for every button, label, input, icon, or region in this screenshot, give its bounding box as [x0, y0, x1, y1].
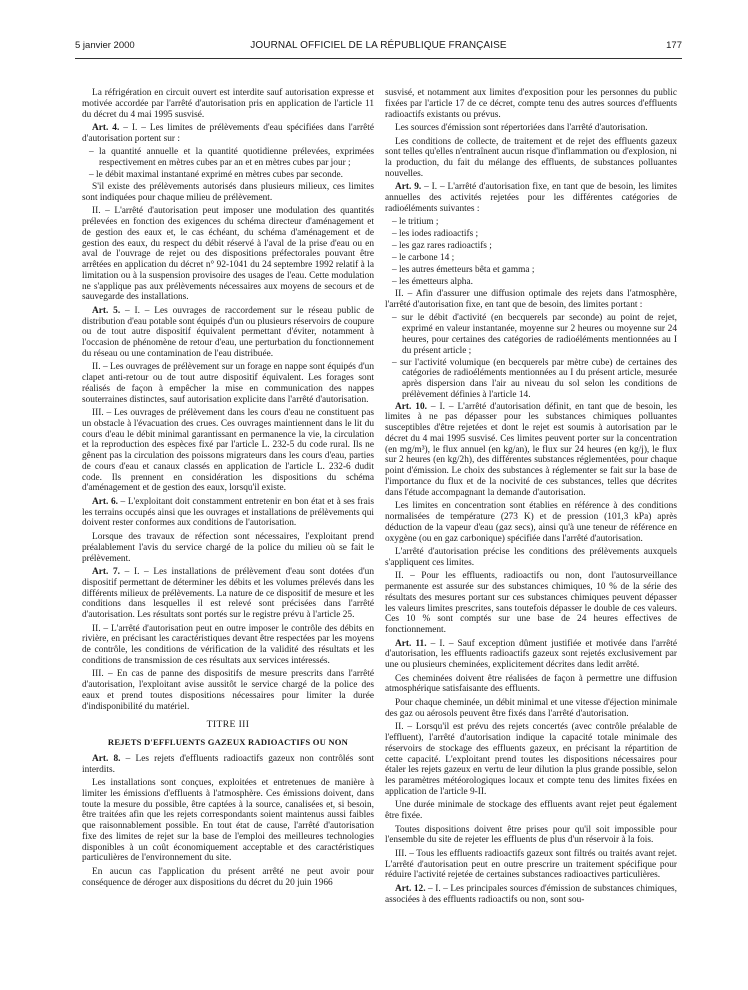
- article-text: – I. – Les installations de prélèvement d'eau sont dotées d'un dispositif permettant de déterminer les débits et les volumes prélevés dans les différents milieux de prélèvements. La nature de ce dispositif de mesure et les conditions dans lesquelles il est relevé sont précisées dans l'arrêté d'autorisation. Les résultats sont portés sur le registre prévu à l'article 25.: [82, 567, 374, 621]
- article-4: [82, 123, 374, 145]
- list-item: – sur le débit d'activité (en becquerels par seconde) au point de rejet, exprimé en valeur instantanée, moyenne sur 2 heures ou moyenne sur 24 heures, pour certaines des catégories de radioéléments mentionnées au I du présent article ;: [392, 313, 677, 356]
- list-item: – le débit maximal instantané exprimé en mètres cubes par seconde.: [89, 170, 344, 181]
- header-date: 5 janvier 2000: [75, 40, 135, 51]
- list-item: – les émetteurs alpha.: [392, 277, 473, 288]
- section-title: TITRE III: [206, 719, 250, 731]
- paragraph: En aucun cas l'application du présent arrêté ne peut avoir pour conséquence de déroger aux dispositions du décret du 20 juin 1966: [82, 866, 374, 888]
- paragraph: II. – L'arrêté d'autorisation peut en outre imposer le contrôle des débits en rivière, en précisant les caractéristiques devant être respectées par les moyens de contrôle, les conditions de vérification de la validité des résultats et les conditions de transmission de ces résultats aux services intéressés.: [82, 623, 374, 666]
- paragraph: III. – Tous les effluents radioactifs gazeux sont filtrés ou traités avant rejet. L'arrêté d'autorisation peut en outre prescrire un traitement spécifique pour réduire l'activité rejetée de certaines substances radioactives particulières.: [385, 848, 677, 881]
- article-12: [385, 884, 677, 906]
- article-label: Art. 9.: [395, 182, 422, 193]
- paragraph: Ces cheminées doivent être réalisées de façon à permettre une diffusion atmosphérique satisfaisante des effluents.: [385, 673, 677, 695]
- article-label: Art. 10.: [395, 401, 427, 412]
- paragraph: Les sources d'émission sont répertoriées dans l'arrêté d'autorisation.: [395, 123, 648, 134]
- article-7: [82, 567, 374, 621]
- paragraph: Les conditions de collecte, de traitement et de rejet des effluents gazeux sont telles qu'elles n'entraînent aucun risque d'inflammation ou d'explosion, ni la production, du fait du mélange des effluents, de substances polluantes nouvelles.: [385, 136, 677, 179]
- article-text: – I. – Les limites de prélèvements d'eau spécifiées dans l'arrêté d'autorisation portent sur :: [82, 123, 374, 144]
- paragraph: II. – Lorsqu'il est prévu des rejets concertés (avec contrôle préalable de l'effluent), l'arrêté d'autorisation indique la capacité totale minimale des réservoirs de stockage des effluents gazeux, en précisant la répartition de cette capacité. L'exploitant prend toutes les dispositions nécessaires pour étaler les rejets gazeux en vertu de leur dilution la plus grande possible, selon les paramètres météorologiques locaux et compte tenu des limites fixées en application de l'article 9-II.: [385, 722, 677, 797]
- header-page-number: 177: [666, 40, 682, 51]
- paragraph: S'il existe des prélèvements autorisés dans plusieurs milieux, ces limites sont indiquées pour chaque milieu de prélèvement.: [82, 181, 374, 203]
- article-10: [385, 402, 677, 499]
- article-label: Art. 6.: [92, 496, 118, 507]
- article-text: – I. – Les ouvrages de raccordement sur le réseau public de distribution d'eau potable sont équipés d'un ou plusieurs réservoirs de coupure ou de tout autre dispositif équivalent permettant d'éviter, notamment à l'occasion de phénomène de retour d'eau, une perturbation du fonctionnement du réseau ou une contamination de l'eau distribuée.: [82, 305, 374, 359]
- page-header: [75, 40, 682, 54]
- article-label: Art. 4.: [92, 123, 120, 134]
- header-journal-title: JOURNAL OFFICIEL DE LA RÉPUBLIQUE FRANÇAISE: [250, 40, 507, 51]
- paragraph: Les installations sont conçues, exploitées et entretenues de manière à limiter les émissions d'effluents à l'atmosphère. Ces émissions doivent, dans toute la mesure du possible, être captées à la source, canalisées et, si besoin, être traitées afin que les rejets correspondants soient maintenus aussi faibles que raisonnablement possible. En tout état de cause, l'arrêté d'autorisation fixe des limites de rejet sur la base de l'emploi des meilleures technologies disponibles à un coût économiquement acceptable et des caractéristiques particulières de l'environnement du site.: [82, 778, 374, 864]
- paragraph: II. – Pour les effluents, radioactifs ou non, dont l'autosurveillance permanente est assurée sur des substances chimiques, 10 % de la série des résultats des mesures portant sur ces substances chimiques peuvent dépasser les valeurs limites prescrites, sans toutefois dépasser le double de ces valeurs. Ces 10 % sont comptés sur une base de 24 heures effectives de fonctionnement.: [385, 571, 677, 636]
- article-11: [385, 639, 677, 671]
- article-9: [385, 182, 677, 214]
- article-label: Art. 11.: [395, 638, 427, 649]
- list-item: – sur l'activité volumique (en becquerels par mètre cube) de certaines des catégories de radioéléments mentionnées au I du présent article, mesurée après dispersion dans l'air au niveau du sol selon les conditions de prélèvement définies à l'article 14.: [392, 357, 677, 400]
- paragraph: II. – L'arrêté d'autorisation peut imposer une modulation des quantités prélevées en fonction des exigences du schéma directeur d'aménagement et de gestion des eaux et, le cas échéant, du schéma d'aménagement et de gestion des eaux, du respect du débit réservé à l'aval de la prise d'eau ou en aval de l'ouvrage de rejet ou des dispositions préfectorales pouvant être arrêtées en application du décret n° 92-1041 du 24 septembre 1992 relatif à la limitation ou à la suspension provisoire des usages de l'eau. Cette modulation ne s'applique pas aux prélèvements nécessaires aux moyens de secours et de sauvegarde des installations.: [82, 206, 374, 303]
- paragraph: Lorsque des travaux de réfection sont nécessaires, l'exploitant prend préalablement l'avis du service chargé de la police du milieu où se fait le prélèvement.: [82, 532, 374, 564]
- list-item: – les gaz rares radioactifs ;: [392, 241, 492, 252]
- paragraph: II. – Les ouvrages de prélèvement sur un forage en nappe sont équipés d'un clapet anti-retour ou de tout autre dispositif équivalent. Les forages sont réalisés de façon à empêcher la mise en communication des nappes souterraines distinctes, sauf autorisation explicite dans l'arrêté d'autorisation.: [82, 362, 374, 405]
- paragraph: susvisé, et notamment aux limites d'exposition pour les personnes du public fixées par l'article 17 de ce décret, compte tenu des autres sources d'effluents radioactifs existants ou prévus.: [385, 88, 677, 120]
- paragraph: L'arrêté d'autorisation précise les conditions des prélèvements auxquels s'appliquent ces limites.: [385, 547, 677, 568]
- article-text: – I. – Les principales sources d'émission de substances chimiques, associées à des effluents radioactifs ou non, sont sou-: [385, 884, 677, 905]
- left-column: [82, 88, 374, 891]
- article-label: Art. 5.: [92, 305, 121, 316]
- article-label: Art. 8.: [92, 753, 121, 764]
- article-text: – Les rejets d'effluents radioactifs gazeux non contrôlés sont interdits.: [82, 753, 374, 775]
- paragraph: Toutes dispositions doivent être prises pour qu'il soit impossible pour l'ensemble du site de rejeter les effluents de plus d'un réservoir à la fois.: [385, 824, 677, 846]
- article-8: [82, 754, 374, 776]
- right-column: [385, 88, 677, 908]
- header-rule: [75, 58, 682, 59]
- paragraph: La réfrigération en circuit ouvert est interdite sauf autorisation expresse et motivée accordée par l'arrêté d'autorisation pris en application de l'article 11 du décret du 4 mai 1995 susvisé.: [82, 88, 374, 120]
- paragraph: II. – Afin d'assurer une diffusion optimale des rejets dans l'atmosphère, l'arrêté d'autorisation fixe, en tant que de besoin, des limites portant :: [385, 289, 677, 310]
- section-subtitle: REJETS D'EFFLUENTS GAZEUX RADIOACTIFS OU NON: [107, 737, 349, 748]
- article-text: – I. – L'arrêté d'autorisation définit, en tant que de besoin, les limites à ne pas dépasser pour les substances chimiques polluantes susceptibles d'être rejetées et dont le rejet est soumis à autorisation par le décret du 4 mai 1995 susvisé. Ces limites peuvent porter sur la concentration (en mg/m³), le flux annuel (en kg/an), le flux sur 24 heures (en kg/j), le flux sur 2 heures (en kg/2h), des différentes substances réglementées, pour chaque point d'émission. Le choix des substances à réglementer se fait sur la base de l'importance du flux et de la nocivité de ces substances, telles que décrites dans l'étude accompagnant la demande d'autorisation.: [385, 401, 677, 498]
- list-item: – le tritium ;: [392, 217, 439, 228]
- list-item: – le carbone 14 ;: [392, 253, 455, 264]
- article-text: – I. – L'arrêté d'autorisation fixe, en tant que de besoin, les limites annuelles des activités rejetées pour les différentes catégories de radioéléments suivantes :: [385, 182, 678, 214]
- paragraph: Pour chaque cheminée, un débit minimal et une vitesse d'éjection minimale des gaz ou aérosols peuvent être fixés dans l'arrêté d'autorisation.: [385, 698, 677, 719]
- article-6: [82, 497, 374, 529]
- paragraph: III. – Les ouvrages de prélèvement dans les cours d'eau ne constituent pas un obstacle à l'évacuation des crues. Ces ouvrages maintiennent dans le lit du cours d'eau le débit minimal garantissant en permanence la vie, la circulation et la reproduction des espèces fixé par l'article L. 232-5 du code rural. Ils ne gênent pas la circulation des poissons migrateurs dans les cours d'eau, parties de cours d'eau et canaux classés en application de l'article L. 232-6 dudit code. Ils prennent en considération les dispositions du schéma d'aménagement et de gestion des eaux, lorsqu'il existe.: [82, 408, 374, 494]
- article-label: Art. 7.: [92, 567, 120, 578]
- article-text: – L'exploitant doit constamment entretenir en bon état et à ses frais les terrains occupés ainsi que les ouvrages et installations de prélèvements qui doivent rester conformes aux conditions de l'autorisation.: [82, 496, 374, 529]
- paragraph: Une durée minimale de stockage des effluents avant rejet peut également être fixée.: [385, 800, 677, 822]
- paragraph: III. – En cas de panne des dispositifs de mesure prescrits dans l'arrêté d'autorisation, l'exploitant avise aussitôt le service chargé de la police des eaux et prend toutes dispositions nécessaires pour limiter la durée d'indisponibilité du matériel.: [82, 669, 374, 712]
- list-item: – les iodes radioactifs ;: [392, 229, 479, 240]
- article-5: [82, 306, 374, 360]
- paragraph: Les limites en concentration sont établies en référence à des conditions normalisées de température (273 K) et de pression (101,3 kPa) après déduction de la vapeur d'eau (gaz secs), ainsi qu'à une teneur de référence en oxygène (ou en gaz carbonique) spécifiée dans l'arrêté d'autorisation.: [385, 501, 677, 544]
- article-label: Art. 12.: [395, 884, 426, 894]
- article-text: – I. – Sauf exception dûment justifiée et motivée dans l'arrêté d'autorisation, les effluents radioactifs gazeux sont rejetés exclusivement par une ou plusieurs cheminées, explicitement décrites dans ledit arrêté.: [385, 638, 677, 671]
- list-item: – les autres émetteurs bêta et gamma ;: [392, 265, 535, 276]
- list-item: – la quantité annuelle et la quantité quotidienne prélevées, exprimées respectivement en mètres cubes par an et en mètres cubes par jour ;: [89, 147, 374, 169]
